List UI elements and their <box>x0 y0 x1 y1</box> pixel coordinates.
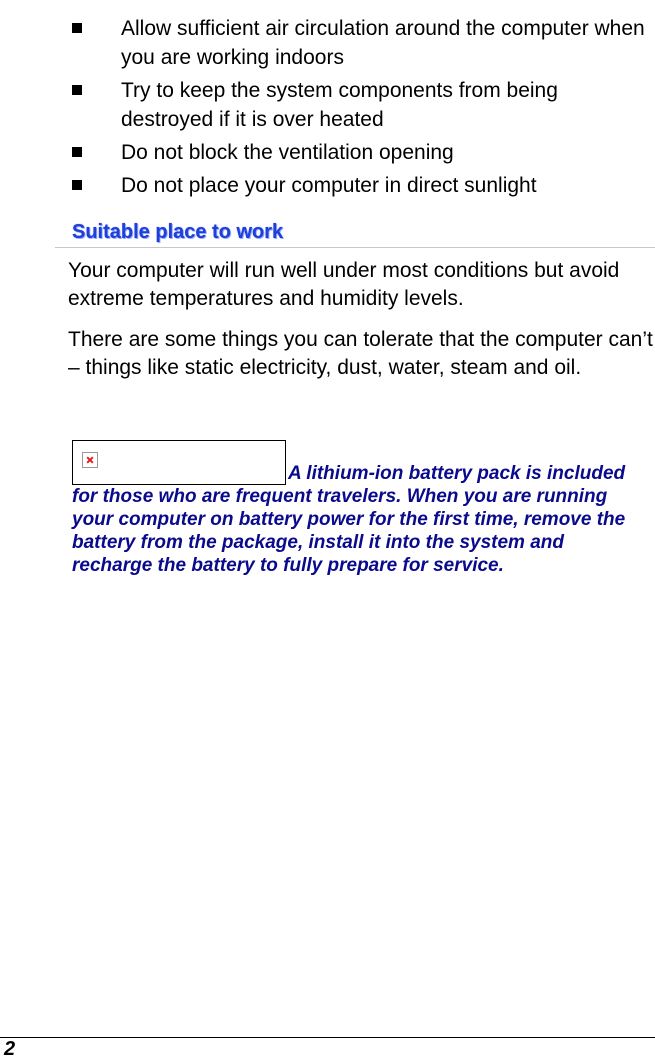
bullet-text: Do not block the ventilation opening <box>121 141 454 164</box>
bullet-text: Do not place your computer in direct sunlight <box>121 174 537 197</box>
square-bullet-icon <box>72 147 82 157</box>
bullet-text: Try to keep the system components from being destroyed if it is over heated <box>121 79 558 131</box>
body-paragraph: Your computer will run well under most conditions but avoid extreme temperatures and humidity levels. <box>68 259 620 310</box>
list-item <box>0 76 655 134</box>
broken-image-icon <box>82 452 98 468</box>
square-bullet-icon <box>72 85 82 95</box>
bullet-list <box>0 14 655 204</box>
footer-divider <box>0 1037 655 1038</box>
battery-note-text: A lithium-ion battery pack is included for those who are frequent travelers. When you are running your computer on battery power for the first time, remove the battery from the package, install it into the system and recharge the battery to fully prepare for service. <box>72 463 626 576</box>
list-item <box>0 138 655 167</box>
body-paragraph: There are some things you can tolerate that the computer can’t – things like static electricity, dust, water, steam and oil. <box>68 328 653 379</box>
battery-note <box>72 440 642 577</box>
image-placeholder <box>72 440 286 485</box>
list-item <box>0 171 655 200</box>
square-bullet-icon <box>72 180 82 190</box>
page-number: 2 <box>4 1038 16 1060</box>
bullet-text: Allow sufficient air circulation around the computer when you are working indoors <box>121 17 645 69</box>
section-heading: Suitable place to work <box>72 221 284 243</box>
section-divider <box>55 247 655 248</box>
square-bullet-icon <box>72 23 82 33</box>
list-item <box>0 14 655 72</box>
